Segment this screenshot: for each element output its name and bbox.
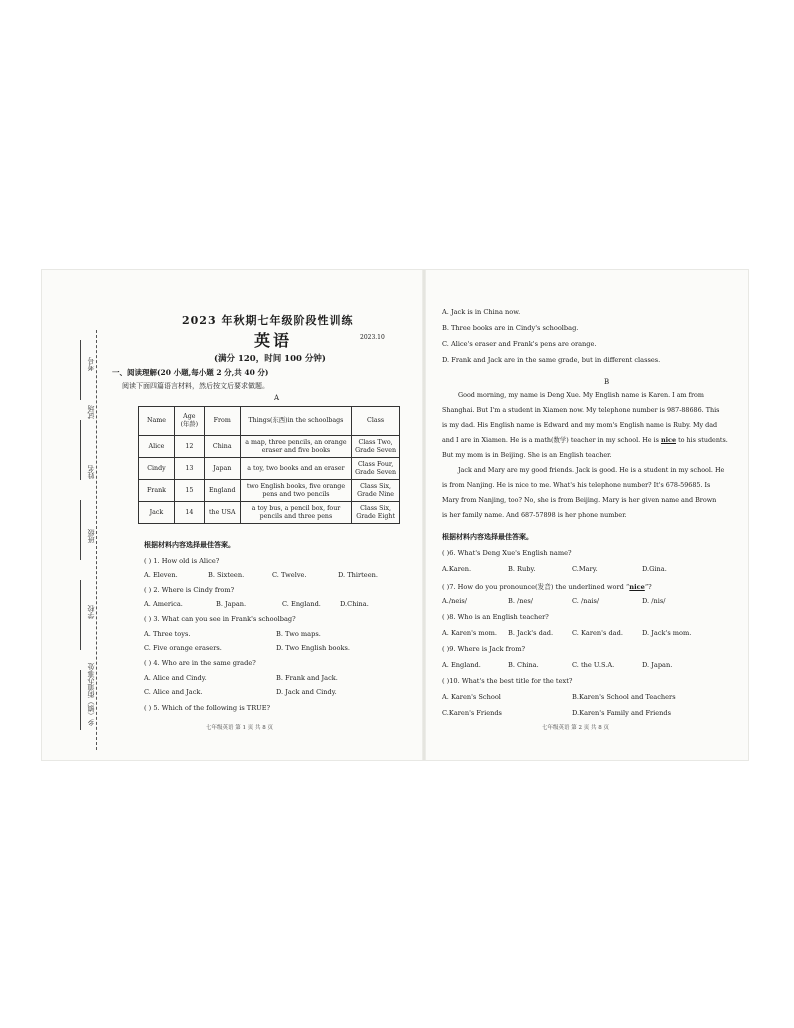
page-2 xyxy=(432,270,748,760)
question-3: ( ) 3. What can you see in Frank's schoolbag? xyxy=(144,615,296,623)
option-1c: C. Twelve. xyxy=(272,571,307,579)
option-9a: A. England. xyxy=(442,661,481,669)
passage-line-4 xyxy=(442,433,728,447)
table-row xyxy=(139,502,400,524)
binding-label-exam-number: 考号 xyxy=(87,357,95,371)
exam-sheet xyxy=(42,270,748,760)
question-1: ( ) 1. How old is Alice? xyxy=(144,557,220,565)
table-row xyxy=(139,480,400,502)
option-3a: A. Three toys. xyxy=(144,630,191,638)
table-cell: Frank xyxy=(139,480,175,502)
option-4c: C. Alice and Jack. xyxy=(144,688,203,696)
option-6b: B. Ruby. xyxy=(508,565,536,573)
table-row xyxy=(139,436,400,458)
table-row xyxy=(139,458,400,480)
question-8: ( )8. Who is an English teacher? xyxy=(442,613,549,621)
student-info-table xyxy=(138,406,400,524)
passage-text: to his students. xyxy=(678,436,728,444)
option-8b: B. Jack's dad. xyxy=(508,629,554,637)
option-5a: A. Jack is in China now. xyxy=(442,308,521,316)
binding-label-township: 乡（镇）街道办事处 xyxy=(87,663,95,726)
binding-label-name: 姓名 xyxy=(87,465,95,479)
section-instruction: 阅读下面四篇语言材料，然后按文后要求做题。 xyxy=(122,382,269,390)
binding-label-school: 学校 xyxy=(87,605,95,619)
page-1 xyxy=(42,270,420,760)
table-header: Things(东西)in the schoolbags xyxy=(240,407,351,436)
option-5c: C. Alice's eraser and Frank's pens are orange. xyxy=(442,340,597,348)
table-cell: a toy bus, a pencil box, four pencils and three pens xyxy=(240,502,351,524)
passage-b-label: B xyxy=(604,378,610,386)
section-heading: 一、阅读理解(20 小题,每小题 2 分,共 40 分) xyxy=(112,368,269,377)
option-6c: C.Mary. xyxy=(572,565,598,573)
field-line xyxy=(80,670,81,730)
option-2d: D.China. xyxy=(340,600,369,608)
passage-line: Good morning, my name is Deng Xue. My English name is Karen. I am from xyxy=(458,391,704,399)
option-2b: B. Japan. xyxy=(216,600,247,608)
score-line: (满分 120，时间 100 分钟) xyxy=(214,354,326,364)
option-10d: D.Karen's Family and Friends xyxy=(572,709,672,717)
question-7 xyxy=(442,581,652,591)
field-line xyxy=(80,580,81,650)
page-footer-right: 七年级英语 第 2 页 共 8 页 xyxy=(542,725,609,731)
field-line xyxy=(80,420,81,480)
option-9d: D. Japan. xyxy=(642,661,673,669)
binding-label-class: 班级 xyxy=(87,529,95,543)
option-9c: C. the U.S.A. xyxy=(572,661,615,669)
field-line xyxy=(80,340,81,400)
page-footer-left: 七年级英语 第 1 页 共 8 页 xyxy=(206,725,273,731)
table-cell: 15 xyxy=(174,480,204,502)
passage-line: Jack and Mary are my good friends. Jack is good. He is a student in my school. He xyxy=(458,466,725,474)
question-text: ( )7. How do you pronounce(发音) the underlined word “ xyxy=(442,583,630,591)
option-4a: A. Alice and Cindy. xyxy=(144,674,207,682)
passage-line: But my mom is in Beijing. She is an English teacher. xyxy=(442,451,612,459)
table-header: From xyxy=(204,407,240,436)
option-6d: D.Gina. xyxy=(642,565,667,573)
passage-line: is my dad. His English name is Edward and my mom's English name is Ruby. My dad xyxy=(442,421,718,429)
table-cell: China xyxy=(204,436,240,458)
table-cell: the USA xyxy=(204,502,240,524)
doc-date: 2023.10 xyxy=(360,334,385,341)
binding-strip xyxy=(42,270,106,760)
option-7b: B. /nes/ xyxy=(508,597,534,605)
table-cell: 12 xyxy=(174,436,204,458)
table-cell: a toy, two books and an eraser xyxy=(240,458,351,480)
option-10b: B.Karen's School and Teachers xyxy=(572,693,676,701)
option-1d: D. Thirteen. xyxy=(338,571,378,579)
table-cell: 14 xyxy=(174,502,204,524)
option-2c: C. England. xyxy=(282,600,321,608)
table-header: Name xyxy=(139,407,175,436)
option-9b: B. China. xyxy=(508,661,539,669)
option-4b: B. Frank and Jack. xyxy=(276,674,338,682)
option-4d: D. Jack and Cindy. xyxy=(276,688,337,696)
table-cell: Class Four, Grade Seven xyxy=(352,458,400,480)
question-4: ( ) 4. Who are in the same grade? xyxy=(144,659,256,667)
option-5b: B. Three books are in Cindy's schoolbag. xyxy=(442,324,579,332)
field-line xyxy=(80,500,81,560)
option-1b: B. Sixteen. xyxy=(208,571,245,579)
question-9: ( )9. Where is Jack from? xyxy=(442,645,526,653)
passage-text: and I are in Xiamen. He is a math(数学) teacher in my school. He is xyxy=(442,436,659,444)
binding-label-exam-room: 试场 xyxy=(87,405,95,419)
passage-line: Shanghai. But I'm a student in Xiamen now. My telephone number is 987-88686. This xyxy=(442,406,720,414)
questions-heading: 根据材料内容选择最佳答案。 xyxy=(144,540,235,549)
option-3c: C. Five orange erasers. xyxy=(144,644,222,652)
table-cell: 13 xyxy=(174,458,204,480)
passage-line: is her family name. And 687-57898 is her phone number. xyxy=(442,511,627,519)
option-5d: D. Frank and Jack are in the same grade, but in different classes. xyxy=(442,356,661,364)
option-3d: D. Two English books. xyxy=(276,644,350,652)
table-cell: Class Two, Grade Seven xyxy=(352,436,400,458)
table-header: Class xyxy=(352,407,400,436)
table-cell: Cindy xyxy=(139,458,175,480)
option-7a: A./neis/ xyxy=(442,597,467,605)
option-7d: D. /nis/ xyxy=(642,597,666,605)
question-text: ”? xyxy=(644,583,652,591)
option-10a: A. Karen's School xyxy=(442,693,501,701)
table-header: Age (年龄) xyxy=(174,407,204,436)
question-2: ( ) 2. Where is Cindy from? xyxy=(144,586,235,594)
table-cell: two English books, five orange pens and two pencils xyxy=(240,480,351,502)
option-3b: B. Two maps. xyxy=(276,630,321,638)
passage-a-label: A xyxy=(274,394,280,402)
page-fold xyxy=(422,270,426,760)
option-8c: C. Karen's dad. xyxy=(572,629,623,637)
option-1a: A. Eleven. xyxy=(144,571,178,579)
passage-line: Mary from Nanjing, too? No, she is from Beijing. Mary is her given name and Brown xyxy=(442,496,717,504)
option-8d: D. Jack's mom. xyxy=(642,629,692,637)
table-cell: Japan xyxy=(204,458,240,480)
question-6: ( )6. What's Deng Xue's English name? xyxy=(442,549,572,557)
binding-dash-line xyxy=(96,330,97,750)
underlined-word: nice xyxy=(660,436,677,444)
table-cell: a map, three pencils, an orange eraser and five books xyxy=(240,436,351,458)
table-cell: Alice xyxy=(139,436,175,458)
question-5: ( ) 5. Which of the following is TRUE? xyxy=(144,704,271,712)
doc-subject: 英语 xyxy=(254,331,293,350)
option-2a: A. America. xyxy=(144,600,183,608)
option-7c: C. /nais/ xyxy=(572,597,600,605)
question-10: ( )10. What's the best title for the text? xyxy=(442,677,573,685)
option-6a: A.Karen. xyxy=(442,565,472,573)
passage-line: is from Nanjing. He is nice to me. What's his telephone number? It's 678-59685. Is xyxy=(442,481,711,489)
table-cell: Class Six, Grade Nine xyxy=(352,480,400,502)
option-8a: A. Karen's mom. xyxy=(442,629,497,637)
option-10c: C.Karen's Friends xyxy=(442,709,502,717)
table-cell: Class Six, Grade Eight xyxy=(352,502,400,524)
doc-title: 2023 年秋期七年级阶段性训练 xyxy=(182,314,354,327)
table-header-row xyxy=(139,407,400,436)
underlined-word: nice xyxy=(629,583,645,591)
table-cell: England xyxy=(204,480,240,502)
table-cell: Jack xyxy=(139,502,175,524)
questions-heading: 根据材料内容选择最佳答案。 xyxy=(442,532,533,541)
